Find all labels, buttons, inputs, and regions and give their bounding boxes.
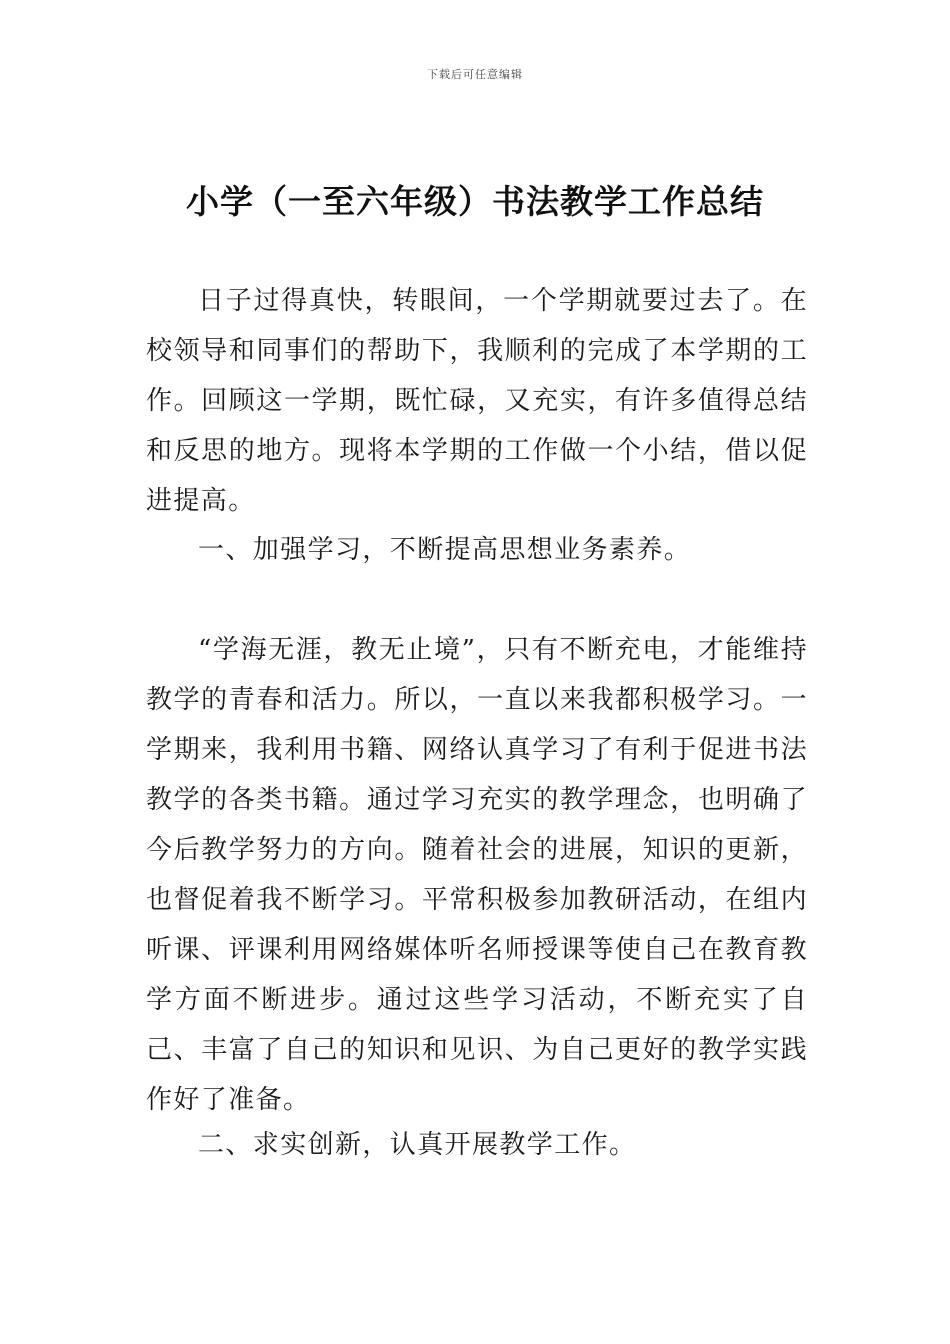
section-1-heading: 一、加强学习，不断提高思想业务素养。 xyxy=(198,535,692,565)
section-1-paragraph: “学海无涯，教无止境”，只有不断充电，才能维持教学的青春和活力。所以，一直以来我都积极学习。一学期来，我利用书籍、网络认真学习了有利于促进书法教学的各类书籍。通过学习充实的教学理念，也明确了今后教学努力的方向。随着社会的进展，知识的更新，也督促着我不断学习。平常积极参加教研活动，在组内听课、评课利用网络媒体听名师授课等使自己在教育教学方面不断进步。通过这些学习活动，不断充实了自己、丰富了自己的知识和见识、为自己更好的教学实践作好了准备。 xyxy=(146,635,808,1115)
intro-paragraph: 日子过得真快，转眼间，一个学期就要过去了。在校领导和同事们的帮助下，我顺利的完成了本学期的工作。回顾这一学期，既忙碌，又充实，有许多值得总结和反思的地方。现将本学期的工作做一个小结，借以促进提高。 xyxy=(146,286,808,516)
section-2-heading: 二、求实创新，认真开展教学工作。 xyxy=(198,1130,637,1160)
document-title: 小学（一至六年级）书法教学工作总结 xyxy=(186,182,764,221)
header-note: 下载后可任意编辑 xyxy=(427,68,523,81)
